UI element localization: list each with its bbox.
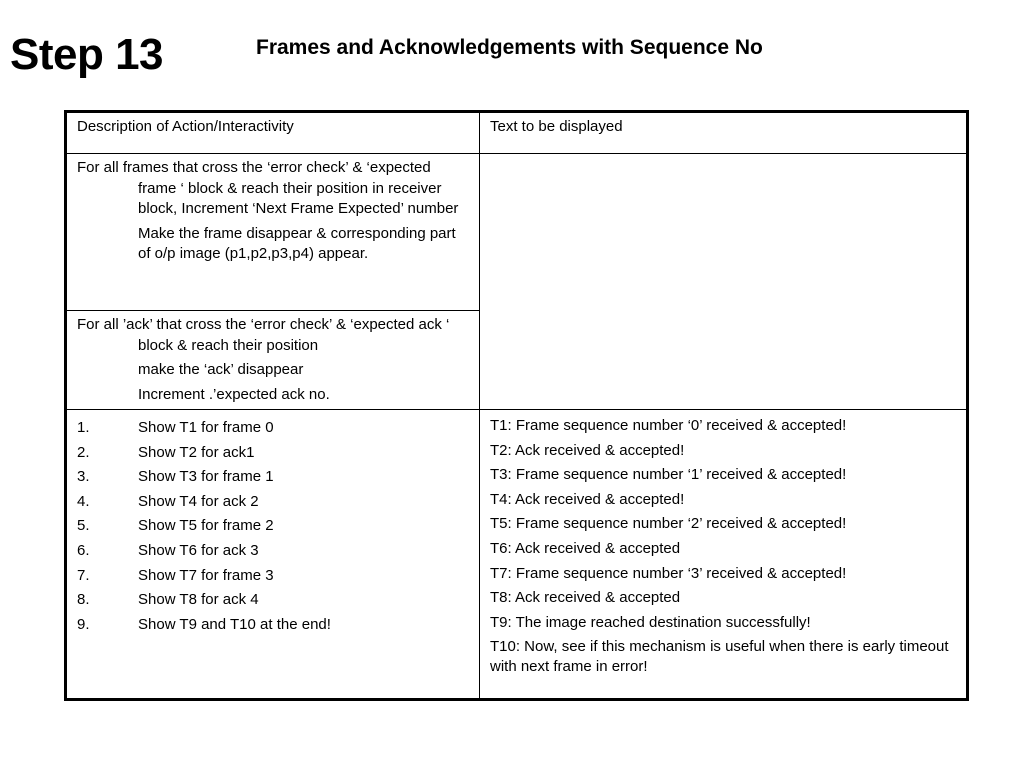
message-item: T9: The image reached destination successfully! (490, 613, 811, 631)
table-row (66, 410, 968, 700)
list-item-text: Show T6 for ack 3 (138, 541, 259, 559)
message-item: T10: Now, see if this mechanism is useful when there is early timeout with next frame in error! (490, 638, 949, 676)
ack-action-lead: For all ’ack’ that cross the ‘error check’ & ‘expected ack ‘ block & reach their position (77, 316, 450, 354)
message-item: T4: Ack received & accepted! (490, 490, 685, 508)
list-item-number: 4. (77, 492, 90, 510)
ack-action-cont-1: make the ‘ack’ disappear (138, 361, 304, 378)
list-item-number: 2. (77, 443, 90, 461)
list-item (77, 613, 469, 638)
ack-action-cont-2: Increment .’expected ack no. (138, 385, 330, 403)
empty-text-cell (480, 154, 968, 410)
list-item-number: 1. (77, 419, 90, 436)
list-item-number: 3. (77, 468, 90, 486)
list-item-text: Show T4 for ack 2 (138, 492, 259, 510)
header-text-displayed: Text to be displayed (480, 112, 968, 154)
list-item-number: 6. (77, 541, 90, 559)
slide-subtitle: Frames and Acknowledgements with Sequence No (256, 36, 763, 59)
frames-action-cell (66, 154, 480, 311)
message-item: T6: Ack received & accepted (490, 539, 681, 557)
messages-cell (480, 410, 968, 700)
list-item-text: Show T9 and T10 at the end! (138, 615, 331, 633)
list-item-number: 7. (77, 566, 90, 584)
ack-action-cell (66, 311, 480, 410)
header-description: Description of Action/Interactivity (66, 112, 480, 154)
list-item (77, 564, 469, 589)
list-item (77, 465, 469, 490)
message-item: T8: Ack received & accepted (490, 589, 681, 607)
list-item (77, 490, 469, 515)
list-item (77, 539, 469, 564)
table-header-row (66, 112, 968, 154)
storyboard-table (64, 110, 969, 701)
list-item-text: Show T7 for frame 3 (138, 566, 274, 584)
frames-action-cont: Make the frame disappear & corresponding part of o/p image (p1,p2,p3,p4) appear. (138, 224, 456, 262)
list-item (77, 441, 469, 466)
actions-list (77, 414, 469, 637)
step-title: Step 13 (10, 30, 164, 79)
list-item-number: 8. (77, 591, 90, 609)
message-item: T7: Frame sequence number ‘3’ received & accepted! (490, 564, 847, 582)
message-item: T1: Frame sequence number ‘0’ received & accepted! (490, 417, 847, 434)
messages-list (490, 414, 956, 677)
list-item-text: Show T3 for frame 1 (138, 468, 274, 486)
message-item: T2: Ack received & accepted! (490, 441, 685, 459)
actions-cell (66, 410, 480, 700)
list-item-text: Show T1 for frame 0 (138, 419, 274, 436)
list-item-text: Show T2 for ack1 (138, 443, 255, 461)
message-item: T5: Frame sequence number ‘2’ received & accepted! (490, 515, 847, 533)
list-item-number: 5. (77, 517, 90, 535)
frames-action-lead: For all frames that cross the ‘error check’ & ‘expected frame ‘ block & reach their position in receiver block, Increment ‘Next Frame Expected’ number (77, 159, 459, 217)
list-item (77, 416, 469, 441)
list-item-text: Show T8 for ack 4 (138, 591, 259, 609)
list-item (77, 588, 469, 613)
message-item: T3: Frame sequence number ‘1’ received & accepted! (490, 466, 847, 484)
list-item-number: 9. (77, 615, 90, 633)
list-item (77, 514, 469, 539)
table-row (66, 154, 968, 311)
list-item-text: Show T5 for frame 2 (138, 517, 274, 535)
